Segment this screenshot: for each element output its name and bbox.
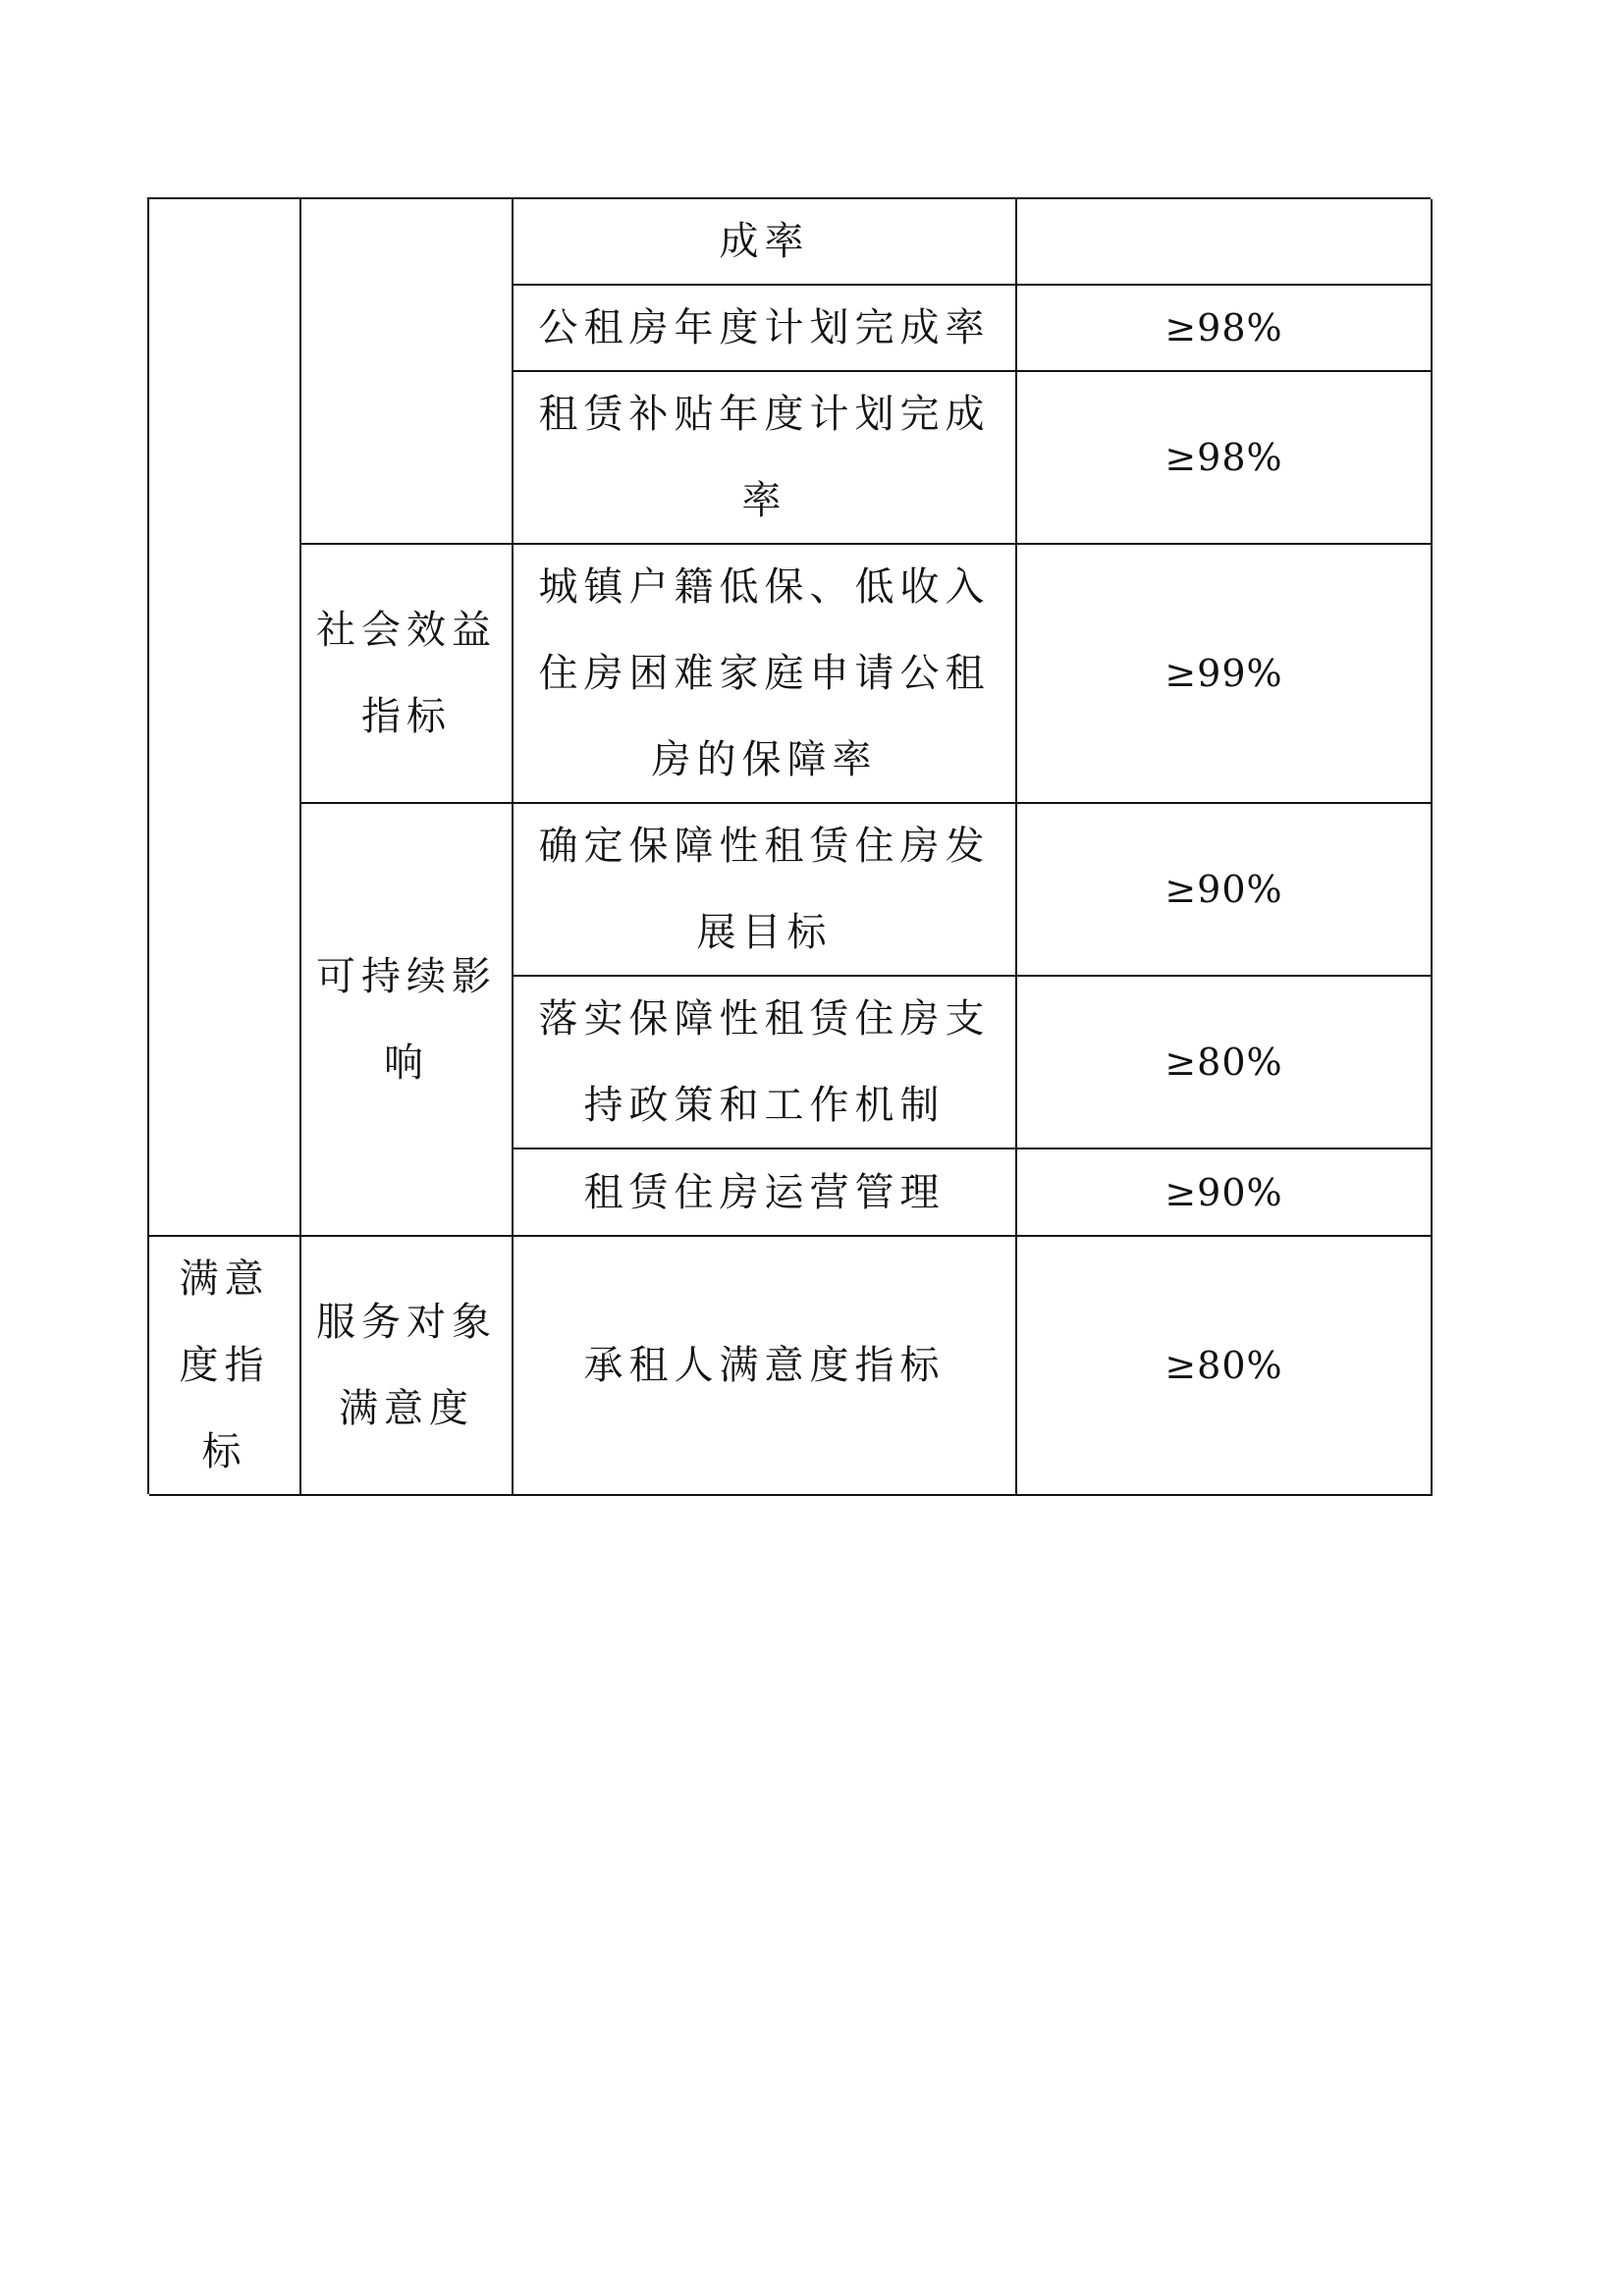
value-cell	[1017, 804, 1433, 977]
indicator-label: 确定保障性租赁住房发展目标	[538, 824, 991, 955]
indicator-label: 公租房年度计划完成率	[538, 305, 991, 350]
value-cell	[1017, 545, 1433, 804]
secondary-category-service-satisfaction	[301, 1237, 514, 1496]
secondary-category-label: 服务对象满意度	[316, 1300, 497, 1431]
value-label: ≥90%	[1164, 868, 1283, 911]
indicator-cell	[514, 199, 1017, 286]
primary-category-label: 满意度指标	[179, 1256, 270, 1474]
value-cell	[1017, 286, 1433, 372]
value-label: ≥90%	[1164, 1170, 1283, 1214]
value-label: ≥98%	[1164, 306, 1283, 349]
indicator-cell	[514, 977, 1017, 1149]
indicator-cell	[514, 1237, 1017, 1496]
value-cell	[1017, 199, 1433, 286]
indicator-label: 租赁补贴年度计划完成率	[538, 392, 991, 523]
secondary-category-cell-empty	[301, 199, 514, 545]
value-label: ≥80%	[1164, 1344, 1283, 1387]
value-cell	[1017, 977, 1433, 1149]
indicator-cell	[514, 545, 1017, 804]
indicator-label: 租赁住房运营管理	[583, 1169, 946, 1215]
indicator-cell	[514, 1149, 1017, 1237]
indicator-cell	[514, 286, 1017, 372]
secondary-category-sustainable-impact	[301, 804, 514, 1237]
value-cell	[1017, 372, 1433, 545]
indicator-label: 城镇户籍低保、低收入住房困难家庭申请公租房的保障率	[538, 564, 991, 782]
indicator-table	[147, 197, 1431, 1494]
indicator-label: 成率	[719, 219, 810, 264]
indicator-cell	[514, 372, 1017, 545]
secondary-category-label: 可持续影响	[316, 953, 497, 1086]
value-label: ≥99%	[1164, 652, 1283, 695]
value-cell	[1017, 1149, 1433, 1237]
indicator-label: 落实保障性租赁住房支持政策和工作机制	[538, 996, 991, 1128]
primary-category-cell-empty	[149, 199, 301, 1237]
secondary-category-label: 社会效益指标	[316, 608, 497, 739]
value-label: ≥80%	[1164, 1041, 1283, 1084]
secondary-category-social-benefit	[301, 545, 514, 804]
indicator-cell	[514, 804, 1017, 977]
value-label: ≥98%	[1164, 436, 1283, 479]
indicator-label: 承租人满意度指标	[583, 1343, 946, 1388]
primary-category-satisfaction	[149, 1237, 301, 1496]
value-cell	[1017, 1237, 1433, 1496]
